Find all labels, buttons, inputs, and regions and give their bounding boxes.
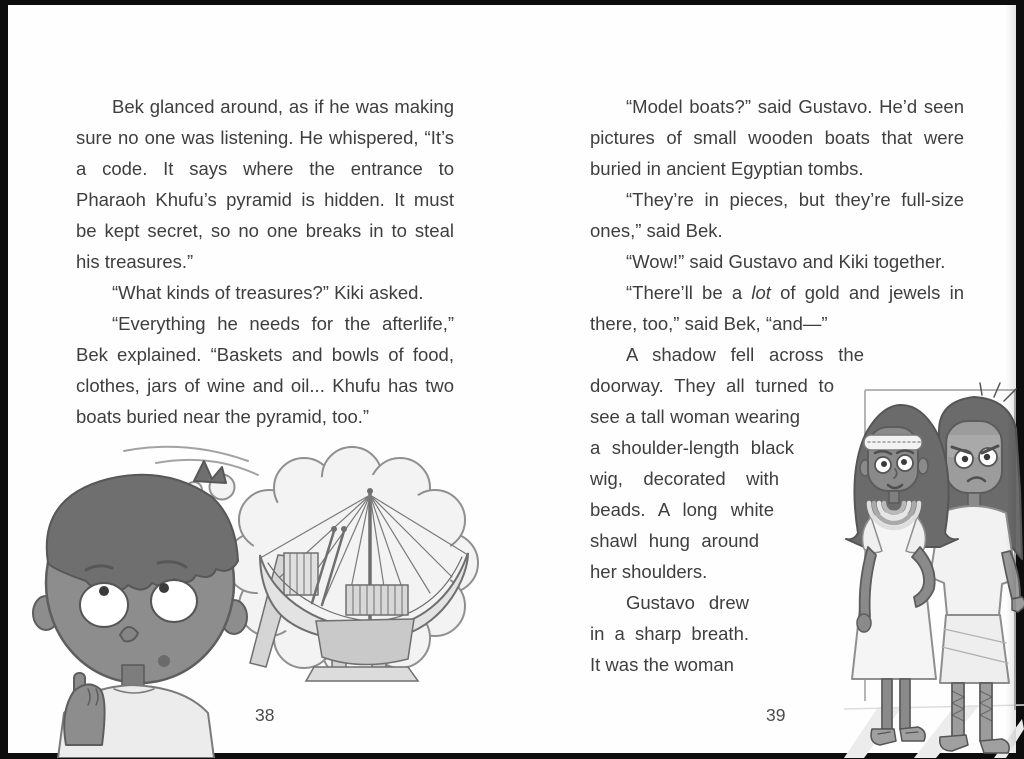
left-page-illustration <box>16 435 486 758</box>
page-edge-shadow <box>1006 5 1016 753</box>
paragraph: “Wow!” said Gustavo and Kiki together. <box>626 251 946 272</box>
paragraph: “Everything he needs for the afterlife,” Bek explained. “Baskets and bowls of food, clothes, jars of wine and oil... Khufu has two boats buried near the pyramid, too.” <box>76 313 454 427</box>
italic-word: lot <box>751 282 771 303</box>
paragraph-segment: of gold and jewels in there, too,” said Bek, “and—” <box>590 282 965 334</box>
text-wrap-spacer <box>864 339 964 370</box>
right-page-illustration <box>844 371 1024 758</box>
paragraph: “What kinds of treasures?” Kiki asked. <box>112 282 424 303</box>
paragraph <box>590 277 964 339</box>
page-surface <box>8 5 1016 753</box>
left-page-text <box>76 91 454 432</box>
paragraph: Gustavo drew in a sharp breath. It was the woman <box>590 592 749 675</box>
paragraph: “Model boats?” said Gustavo. He’d seen pictures of small wooden boats that were buried in ancient Egyptian tombs. <box>590 96 964 179</box>
page-number-left: 38 <box>255 705 275 725</box>
paragraph: A shadow fell across the doorway. They all turned to see a tall woman wearing a shoulder-length black wig, decorated with beads. A long white shawl hung around her shoulders. <box>590 344 864 582</box>
paragraph: Bek glanced around, as if he was making sure no one was listening. He whispered, “It’s a code. It says where the entrance to Pharaoh Khufu’s pyramid is hidden. It must be kept secret, so no one breaks in to steal his treasures.” <box>76 96 454 272</box>
page-number-right: 39 <box>766 705 786 725</box>
paragraph: “They’re in pieces, but they’re full-size ones,” said Bek. <box>590 189 964 241</box>
paragraph-segment: “There’ll be a <box>626 282 752 303</box>
